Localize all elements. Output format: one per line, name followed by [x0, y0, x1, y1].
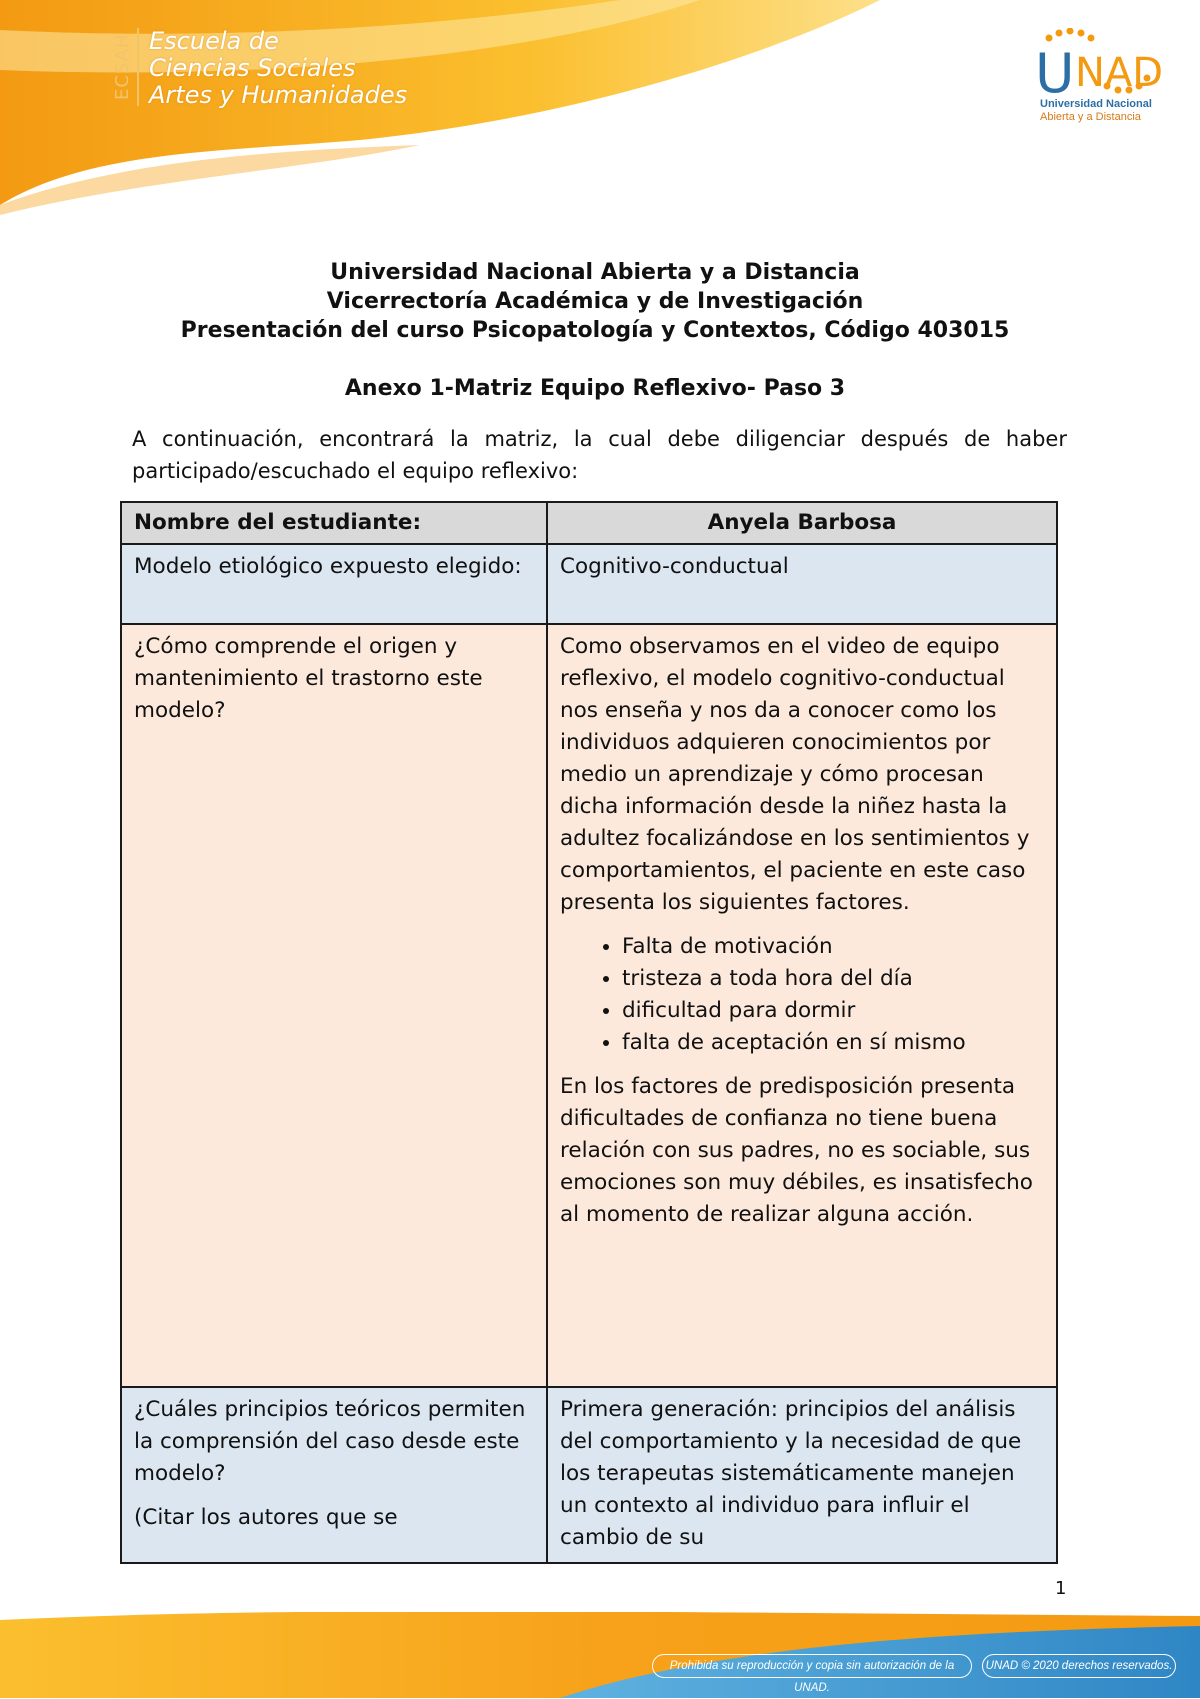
copyright-notice: UNAD © 2020 derechos reservados.: [982, 1654, 1176, 1678]
school-name-line: Artes y Humanidades: [149, 81, 408, 109]
origin-paragraph: Como observamos en el video de equipo reflexivo, el modelo cognitivo-conductual nos enseña y nos da a conocer como los individuos adquieren conocimientos por medio un aprendizaje y cómo procesan dicha información desde la niñez hasta la adultez focalizándose en los sentimientos y comportamientos, el paciente en este caso presenta los siguientes factores.: [560, 634, 1030, 915]
document-titles: [120, 258, 1070, 345]
table-row: [121, 624, 1057, 1387]
model-value-cell: Cognitivo-conductual: [547, 544, 1057, 624]
school-name: [149, 28, 407, 109]
logo-subtitle-line: Universidad Nacional: [1040, 98, 1152, 110]
logo-subtitle-line: Abierta y a Distancia: [1040, 111, 1141, 123]
list-item: • Falta de motivación: [622, 931, 1044, 963]
intro-paragraph: A continuación, encontrará la matriz, la cual debe diligenciar después de haber participado/escuchado el equipo reflexivo:: [132, 427, 1067, 483]
principles-question: ¿Cuáles principios teóricos permiten la comprensión del caso desde este modelo?: [134, 1397, 526, 1486]
school-logo: [112, 28, 407, 118]
table-row: [121, 1387, 1057, 1563]
school-name-line: Escuela de: [149, 27, 279, 55]
model-label-cell: Modelo etiológico expuesto elegido:: [121, 544, 547, 624]
table-row: [121, 544, 1057, 624]
factor-list: [560, 931, 1044, 1059]
reflexive-team-matrix: [120, 501, 1058, 1564]
predisposition-paragraph: En los factores de predisposición presenta dificultades de confianza no tiene buena relación con sus padres, no es sociable, sus emociones son muy débiles, es insatisfecho al momento de realizar alguna acción.: [560, 1074, 1033, 1227]
list-item: • falta de aceptación en sí mismo: [622, 1027, 1044, 1059]
principles-answer-cell: Primera generación: principios del análisis del comportamiento y la necesidad de que los terapeutas sistemáticamente manejen un contexto al individuo para influir el cambio de su: [547, 1387, 1057, 1563]
student-name-cell: Anyela Barbosa: [547, 502, 1057, 544]
annex-title: Anexo 1-Matriz Equipo Reflexivo- Paso 3: [344, 376, 846, 401]
school-acronym: ECSAH: [112, 28, 139, 106]
vicerectory-title: Vicerrectoría Académica y de Investigación: [326, 289, 864, 314]
list-item: • tristeza a toda hora del día: [622, 963, 1044, 995]
origin-question-cell: ¿Cómo comprende el origen y mantenimiento el trastorno este modelo?: [121, 624, 547, 1387]
logo-letters-nad: NAD: [1075, 50, 1164, 96]
origin-answer-cell: [547, 624, 1057, 1387]
logo-subtitle: [1040, 98, 1170, 124]
principles-question-cell: [121, 1387, 547, 1563]
reproduction-notice: Prohibida su reproducción y copia sin autorización de la UNAD.: [652, 1654, 972, 1678]
page-number: 1: [1055, 1578, 1067, 1599]
course-title: Presentación del curso Psicopatología y Contextos, Código 403015: [180, 318, 1010, 343]
university-title: Universidad Nacional Abierta y a Distancia: [330, 260, 860, 285]
logo-letter-u: U: [1035, 42, 1075, 105]
student-label-cell: Nombre del estudiante:: [121, 502, 547, 544]
principles-note: (Citar los autores que se: [134, 1505, 398, 1530]
list-item: • dificultad para dormir: [622, 995, 1044, 1027]
school-name-line: Ciencias Sociales: [149, 54, 356, 82]
table-row: [121, 502, 1057, 544]
